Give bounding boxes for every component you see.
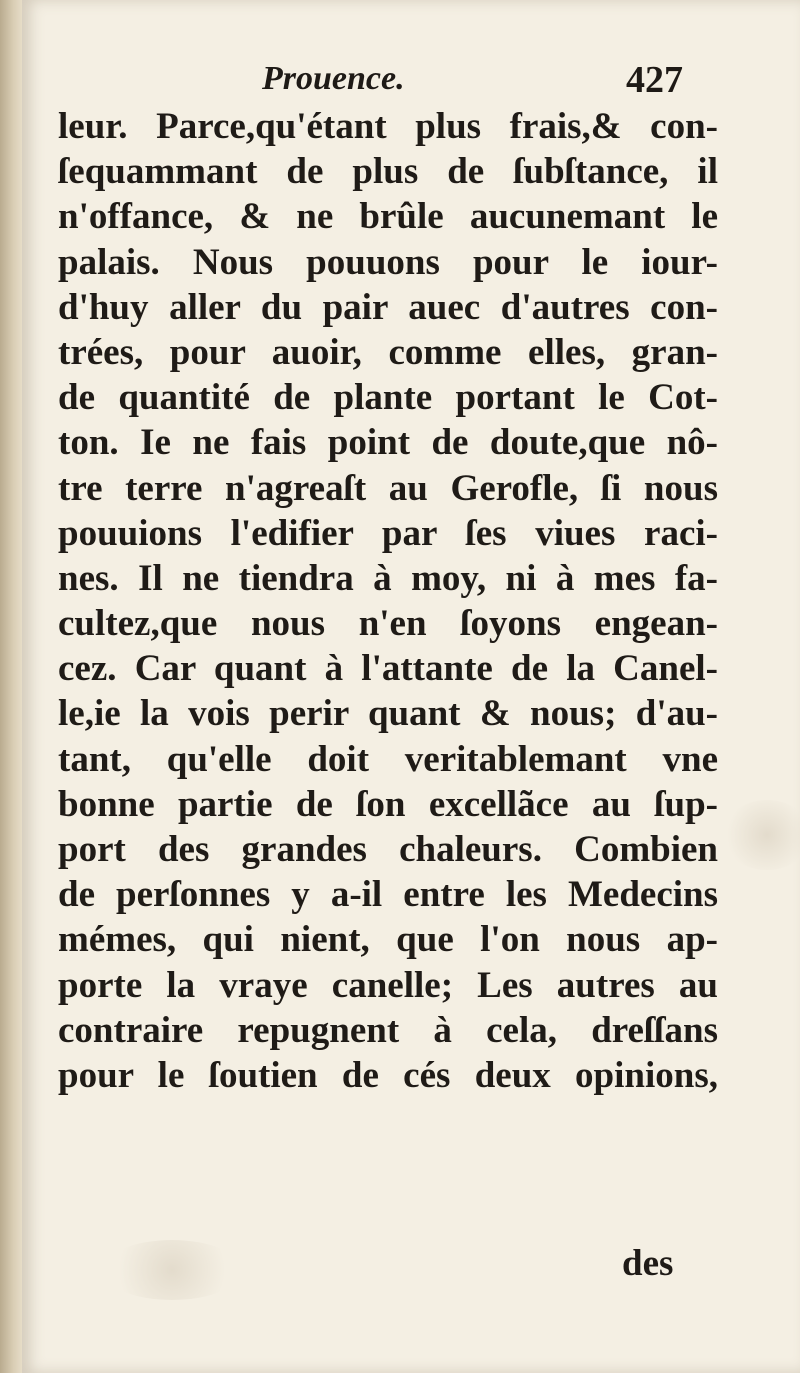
book-binding-gutter [0, 0, 24, 1373]
text-line: cez. Car quant à l'attante de la Canel- [58, 648, 718, 690]
text-line: de perſonnes y a-il entre les Medecins [58, 874, 718, 916]
text-line: tre terre n'agreaſt au Gerofle, ſi nous [58, 467, 718, 509]
text-line: leur. Parce,qu'étant plus frais,& con- [58, 106, 718, 147]
text-line: contraire repugnent à cela, dreſſans [58, 1009, 718, 1051]
catchword: des [622, 1243, 674, 1284]
text-line: palais. Nous pouuons pour le iour- [58, 241, 718, 283]
running-head [0, 58, 800, 108]
text-line: ton. Ie ne fais point de doute,que nô- [58, 422, 718, 464]
text-line: nes. Il ne tiendra à moy, ni à mes fa- [58, 557, 718, 599]
text-line: d'huy aller du pair auec d'autres con- [58, 286, 718, 328]
text-line: trées, pour auoir, comme elles, gran- [58, 331, 718, 373]
running-head-title: Prouence. [262, 60, 405, 97]
text-line: pour le ſoutien de cés deux opinions, [58, 1054, 718, 1096]
paper-stain [722, 800, 800, 870]
paper-stain [102, 1240, 242, 1300]
text-line: tant, qu'elle doit veritablemant vne [58, 738, 718, 780]
body-text [58, 104, 718, 1098]
page-number: 427 [626, 59, 683, 101]
text-line: bonne partie de ſon excellãce au ſup- [58, 783, 718, 825]
text-line: port des grandes chaleurs. Combien [58, 829, 718, 870]
text-line: ſequammant de plus de ſubſtance, il [58, 151, 718, 193]
text-line: n'offance, & ne brûle aucunemant le [58, 196, 718, 238]
text-line: mémes, qui nient, que l'on nous ap- [58, 919, 718, 961]
text-line: de quantité de plante portant le Cot- [58, 377, 718, 419]
text-line: le,ie la vois perir quant & nous; d'au- [58, 693, 718, 735]
text-line: porte la vraye canelle; Les autres au [58, 964, 718, 1006]
text-line: cultez,que nous n'en ſoyons engean- [58, 603, 718, 645]
text-line: pouuions l'edifier par ſes viues raci- [58, 512, 718, 554]
